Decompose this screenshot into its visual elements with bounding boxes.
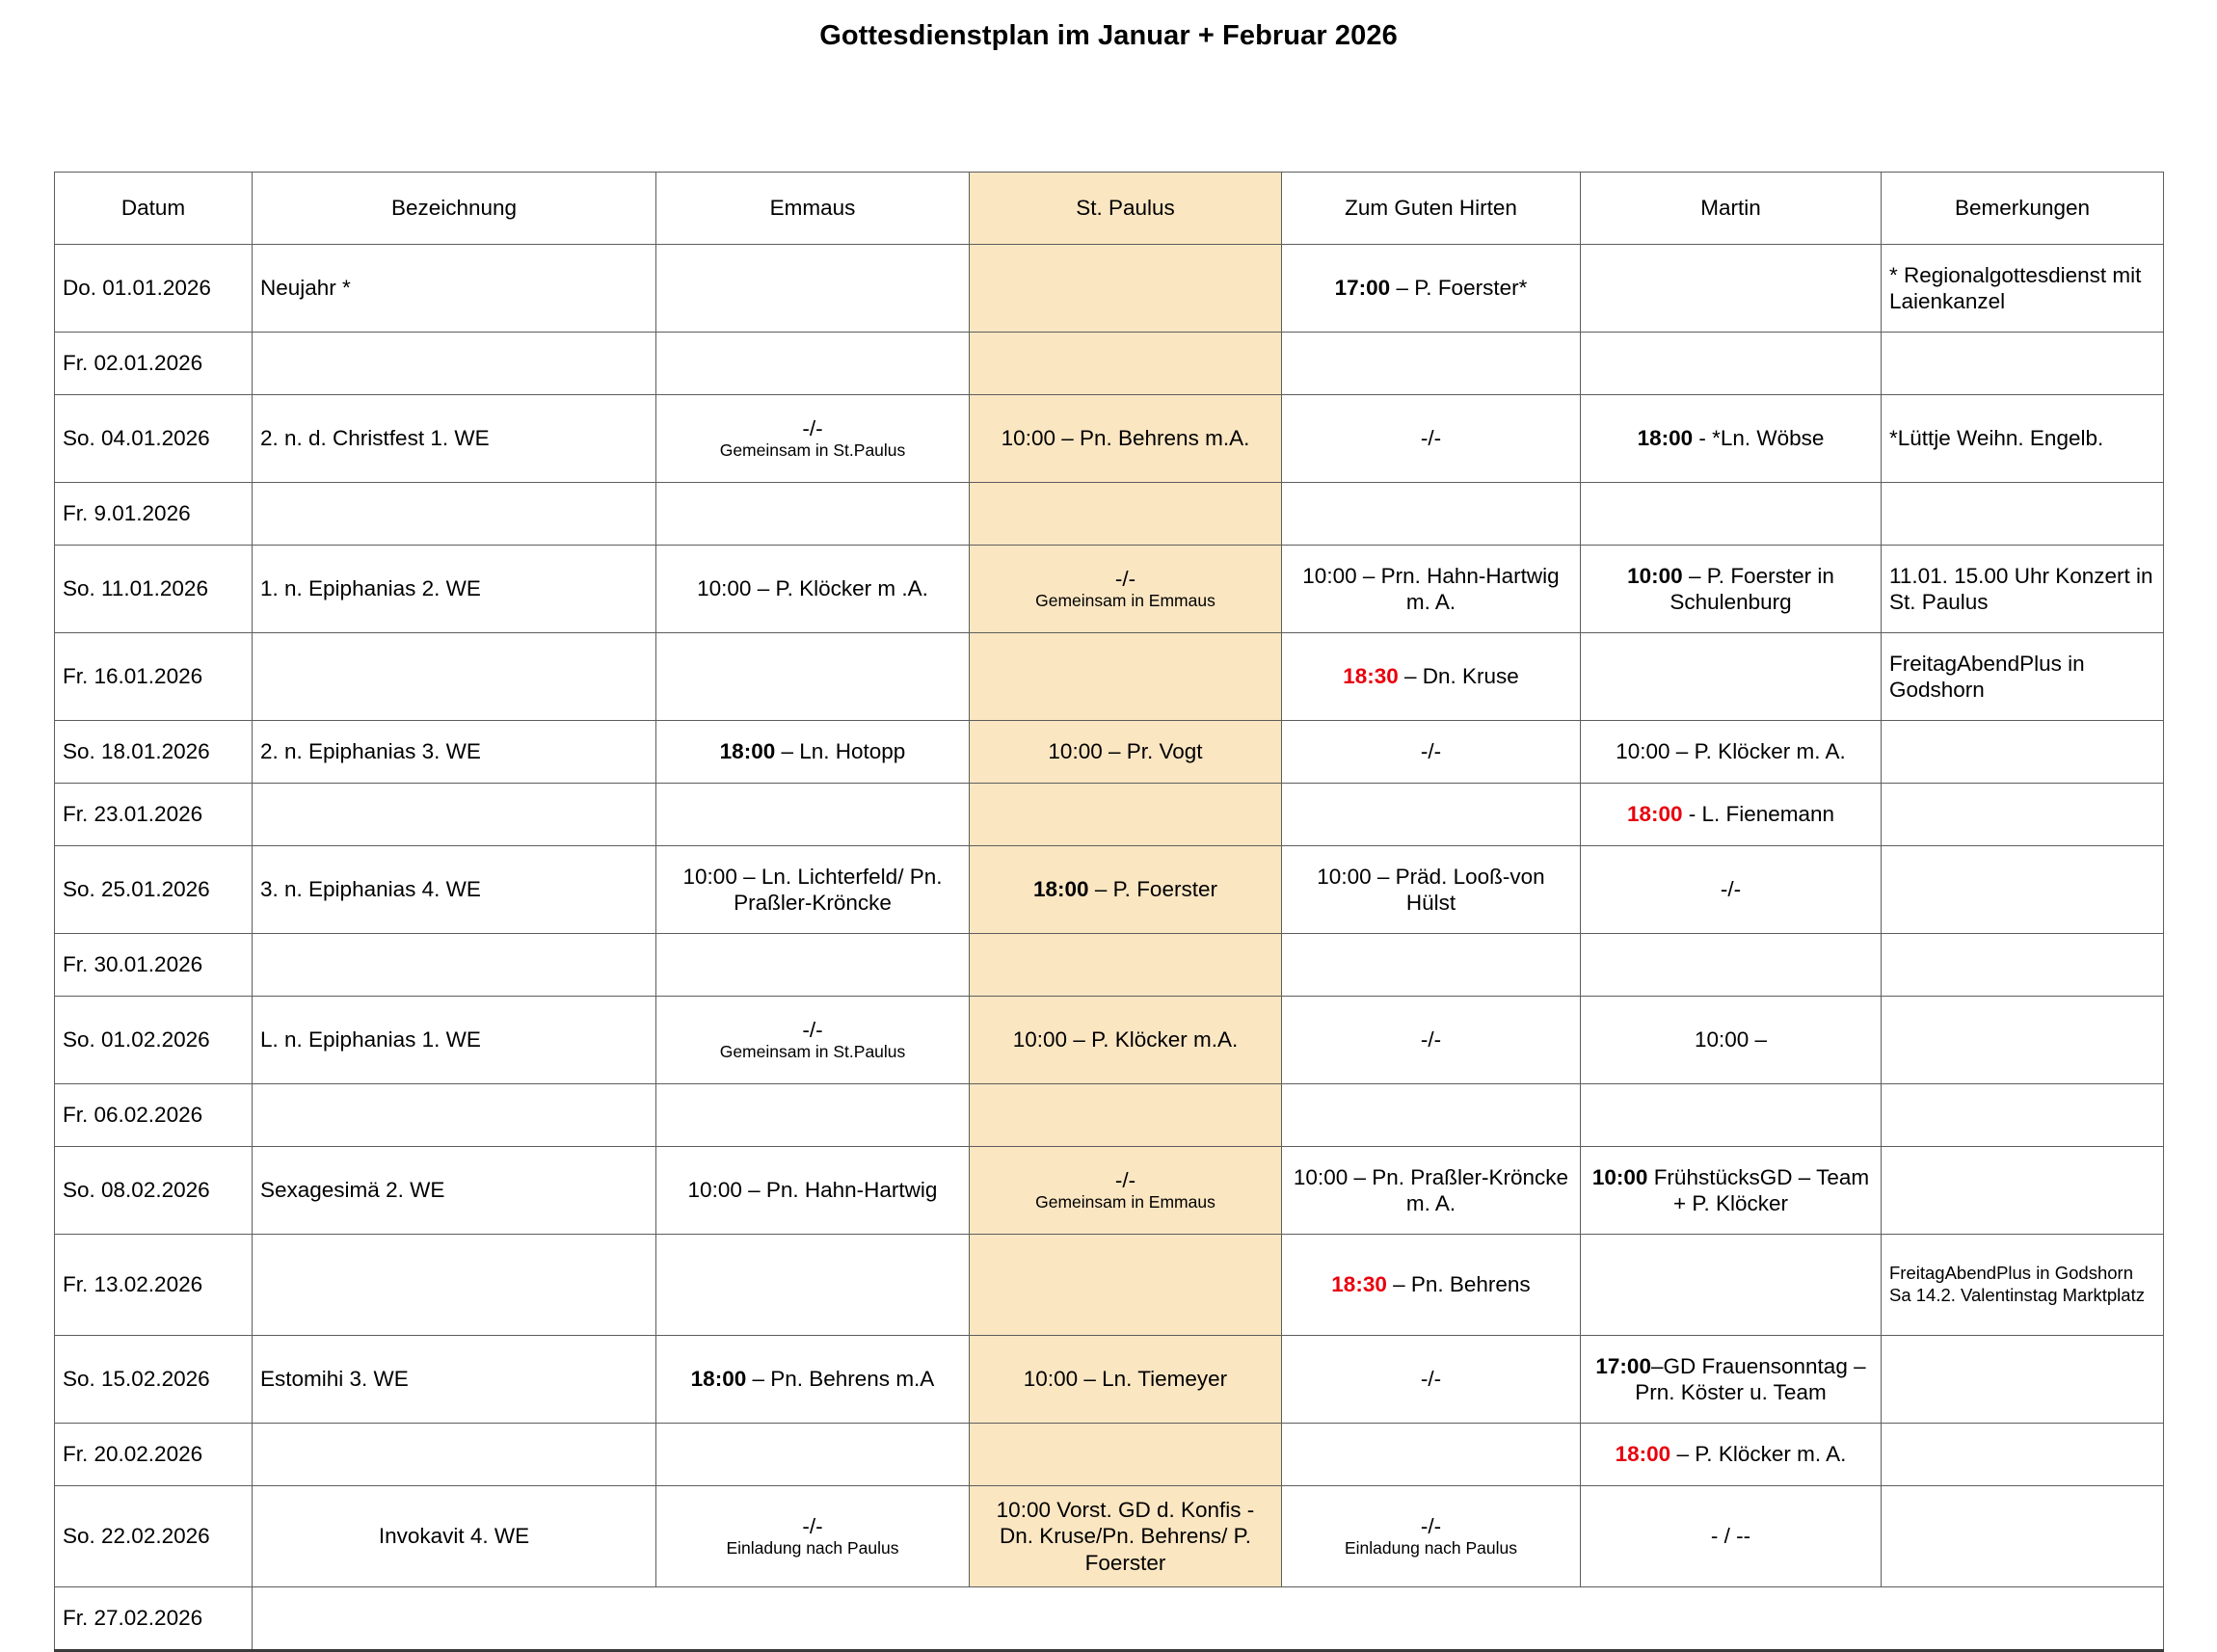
cell-bezeichnung xyxy=(253,1424,656,1486)
cell-emmaus: 10:00 – Ln. Lichterfeld/ Pn. Praßler-Kröncke xyxy=(656,846,970,934)
cell-bemerkungen: * Regionalgottesdienst mit Laienkanzel xyxy=(1882,245,2164,333)
cell-bemerkungen xyxy=(1882,333,2164,395)
cell-bezeichnung: Sexagesimä 2. WE xyxy=(253,1147,656,1235)
cell-bezeichnung: 2. n. Epiphanias 3. WE xyxy=(253,721,656,784)
cell-emmaus xyxy=(656,934,970,997)
table-header xyxy=(55,173,2164,245)
cell-st-paulus xyxy=(970,846,1282,934)
cell-martin: 10:00 – P. Klöcker m. A. xyxy=(1581,721,1882,784)
cell-martin: 10:00 – xyxy=(1581,997,1882,1084)
cell-bezeichnung: 3. n. Epiphanias 4. WE xyxy=(253,846,656,934)
table-row xyxy=(55,784,2164,846)
cell-bezeichnung: 2. n. d. Christfest 1. WE xyxy=(253,395,656,483)
cell-emmaus: -/- Gemeinsam in St.Paulus xyxy=(656,997,970,1084)
column-header-martin: Martin xyxy=(1581,173,1882,245)
cell-emmaus: 10:00 – Pn. Hahn-Hartwig xyxy=(656,1147,970,1235)
service-leader: – Pn. Behrens m.A xyxy=(746,1367,935,1392)
service-time: 17:00 xyxy=(1595,1353,1651,1378)
cell-datum: Fr. 9.01.2026 xyxy=(55,483,253,546)
column-header-bemerkungen: Bemerkungen xyxy=(1882,173,2164,245)
service-time: 18:00 xyxy=(1615,1442,1671,1467)
cell-st-paulus: 10:00 – Pr. Vogt xyxy=(970,721,1282,784)
cell-st-paulus xyxy=(970,483,1282,546)
cell-note: Einladung nach Paulus xyxy=(1344,1537,1518,1558)
cell-note: Gemeinsam in St.Paulus xyxy=(719,1041,906,1061)
cell-bezeichnung: Invokavit 4. WE xyxy=(253,1486,656,1587)
service-time: 18:00 xyxy=(719,739,776,764)
cell-note: Einladung nach Paulus xyxy=(726,1537,899,1558)
table-row xyxy=(55,1147,2164,1235)
cell-emmaus xyxy=(656,483,970,546)
cell-zum-guten-hirten: -/- xyxy=(1282,395,1581,483)
cell-datum: Fr. 02.01.2026 xyxy=(55,333,253,395)
service-time: 10:00 xyxy=(1591,1164,1648,1189)
cell-st-paulus xyxy=(970,333,1282,395)
table-row xyxy=(55,245,2164,333)
table-row xyxy=(55,633,2164,721)
cell-bemerkungen xyxy=(1882,934,2164,997)
service-leader: – Dn. Kruse xyxy=(1398,664,1519,689)
service-leader: – P. Klöcker m. A. xyxy=(1670,1442,1847,1467)
cell-bezeichnung xyxy=(253,1235,656,1336)
table-row xyxy=(55,846,2164,934)
cell-martin xyxy=(1581,245,1882,333)
cell-bemerkungen: 11.01. 15.00 Uhr Konzert in St. Paulus xyxy=(1882,546,2164,633)
cell-emmaus xyxy=(656,784,970,846)
cell-datum: So. 15.02.2026 xyxy=(55,1336,253,1424)
cell-bezeichnung xyxy=(253,1084,656,1147)
cell-bemerkungen xyxy=(1882,1486,2164,1587)
cell-bemerkungen: *Lüttje Weihn. Engelb. xyxy=(1882,395,2164,483)
cell-zum-guten-hirten xyxy=(1282,483,1581,546)
page-title: Gottesdienstplan im Januar + Februar 2026 xyxy=(819,20,1398,51)
table-row xyxy=(55,1336,2164,1424)
cell-zum-guten-hirten xyxy=(1282,333,1581,395)
table-row xyxy=(55,1235,2164,1336)
cell-datum: So. 01.02.2026 xyxy=(55,997,253,1084)
cell-bezeichnung: 1. n. Epiphanias 2. WE xyxy=(253,546,656,633)
cell-emmaus: -/- Einladung nach Paulus xyxy=(656,1486,970,1587)
service-time: 18:00 xyxy=(1637,426,1694,451)
cell-st-paulus xyxy=(970,934,1282,997)
column-header-zum-guten-hirten: Zum Guten Hirten xyxy=(1282,173,1581,245)
cell-emmaus: 10:00 – P. Klöcker m .A. xyxy=(656,546,970,633)
service-leader: - *Ln. Wöbse xyxy=(1693,426,1825,451)
service-leader: FrühstücksGD – Team + P. Klöcker xyxy=(1647,1164,1870,1215)
cell-bemerkungen xyxy=(1882,1424,2164,1486)
service-time: 18:00 xyxy=(690,1367,747,1392)
cell-martin xyxy=(1581,1235,1882,1336)
cell-st-paulus: -/- Gemeinsam in Emmaus xyxy=(970,1147,1282,1235)
table-header-row xyxy=(55,173,2164,245)
cell-datum: So. 22.02.2026 xyxy=(55,1486,253,1587)
cell-datum: So. 18.01.2026 xyxy=(55,721,253,784)
cell-emmaus: -/- Gemeinsam in St.Paulus xyxy=(656,395,970,483)
cell-bezeichnung: Neujahr * xyxy=(253,245,656,333)
cell-datum: Fr. 13.02.2026 xyxy=(55,1235,253,1336)
cell-bemerkungen xyxy=(1882,483,2164,546)
cell-st-paulus xyxy=(970,1084,1282,1147)
table-row xyxy=(55,934,2164,997)
service-schedule-table xyxy=(54,172,2164,1652)
cell-bezeichnung xyxy=(253,483,656,546)
cell-emmaus xyxy=(656,333,970,395)
cell-zum-guten-hirten xyxy=(1282,934,1581,997)
cell-martin xyxy=(1581,784,1882,846)
cell-bemerkungen xyxy=(1882,1336,2164,1424)
cell-bezeichnung xyxy=(253,633,656,721)
cell-st-paulus: 10:00 – Ln. Tiemeyer xyxy=(970,1336,1282,1424)
service-leader: –GD Frauensonntag – Prn. Köster u. Team xyxy=(1635,1353,1866,1404)
cell-zum-guten-hirten: 10:00 – Präd. Looß-von Hülst xyxy=(1282,846,1581,934)
cell-datum: So. 11.01.2026 xyxy=(55,546,253,633)
table-row xyxy=(55,997,2164,1084)
service-leader: – P. Foerster* xyxy=(1390,276,1528,301)
cell-zum-guten-hirten: -/- xyxy=(1282,1336,1581,1424)
cell-martin xyxy=(1581,1084,1882,1147)
cell-zum-guten-hirten xyxy=(1282,784,1581,846)
cell-st-paulus xyxy=(970,1424,1282,1486)
service-time: 18:00 xyxy=(1626,802,1683,827)
cell-martin xyxy=(1581,934,1882,997)
cell-merged-empty xyxy=(253,1587,2164,1651)
column-header-st-paulus: St. Paulus xyxy=(970,173,1282,245)
cell-st-paulus: -/- Gemeinsam in Emmaus xyxy=(970,546,1282,633)
cell-emmaus xyxy=(656,1235,970,1336)
cell-bemerkungen: FreitagAbendPlus in Godshorn Sa 14.2. Valentinstag Marktplatz xyxy=(1882,1235,2164,1336)
cell-zum-guten-hirten xyxy=(1282,633,1581,721)
column-header-emmaus: Emmaus xyxy=(656,173,970,245)
table-body xyxy=(55,245,2164,1651)
cell-bezeichnung xyxy=(253,784,656,846)
service-time: 18:00 xyxy=(1033,877,1089,902)
cell-note: Gemeinsam in St.Paulus xyxy=(719,440,906,460)
table-row xyxy=(55,546,2164,633)
cell-bemerkungen xyxy=(1882,846,2164,934)
cell-datum: Fr. 16.01.2026 xyxy=(55,633,253,721)
cell-emmaus xyxy=(656,633,970,721)
cell-note: Gemeinsam in Emmaus xyxy=(1035,1191,1215,1212)
schedule-table-wrapper xyxy=(54,172,2163,1652)
cell-st-paulus: 10:00 Vorst. GD d. Konfis - Dn. Kruse/Pn. Behrens/ P. Foerster xyxy=(970,1486,1282,1587)
cell-note: Gemeinsam in Emmaus xyxy=(1035,590,1215,610)
cell-martin xyxy=(1581,546,1882,633)
cell-martin xyxy=(1581,395,1882,483)
cell-datum: Fr. 20.02.2026 xyxy=(55,1424,253,1486)
cell-martin xyxy=(1581,483,1882,546)
service-leader: – Pn. Behrens xyxy=(1386,1272,1531,1297)
cell-bemerkungen xyxy=(1882,1084,2164,1147)
cell-zum-guten-hirten: 10:00 – Pn. Praßler-Kröncke m. A. xyxy=(1282,1147,1581,1235)
cell-martin xyxy=(1581,1424,1882,1486)
cell-zum-guten-hirten xyxy=(1282,245,1581,333)
service-leader: – Ln. Hotopp xyxy=(775,739,906,764)
cell-bemerkungen: FreitagAbendPlus in Godshorn xyxy=(1882,633,2164,721)
table-row xyxy=(55,721,2164,784)
cell-emmaus xyxy=(656,1336,970,1424)
cell-emmaus xyxy=(656,245,970,333)
cell-bemerkungen xyxy=(1882,784,2164,846)
cell-st-paulus: 10:00 – P. Klöcker m.A. xyxy=(970,997,1282,1084)
cell-zum-guten-hirten: -/- xyxy=(1282,721,1581,784)
cell-bezeichnung: L. n. Epiphanias 1. WE xyxy=(253,997,656,1084)
cell-datum: So. 08.02.2026 xyxy=(55,1147,253,1235)
cell-datum: Fr. 27.02.2026 xyxy=(55,1587,253,1651)
cell-emmaus xyxy=(656,1084,970,1147)
table-row xyxy=(55,333,2164,395)
cell-martin xyxy=(1581,1336,1882,1424)
cell-zum-guten-hirten: -/- xyxy=(1282,997,1581,1084)
cell-zum-guten-hirten: -/- Einladung nach Paulus xyxy=(1282,1486,1581,1587)
service-time: 18:30 xyxy=(1343,664,1399,689)
cell-datum: Fr. 06.02.2026 xyxy=(55,1084,253,1147)
cell-bemerkungen xyxy=(1882,997,2164,1084)
cell-zum-guten-hirten xyxy=(1282,1084,1581,1147)
service-time: 17:00 xyxy=(1334,276,1391,301)
cell-bezeichnung: Estomihi 3. WE xyxy=(253,1336,656,1424)
cell-zum-guten-hirten: 10:00 – Prn. Hahn-Hartwig m. A. xyxy=(1282,546,1581,633)
cell-datum: Do. 01.01.2026 xyxy=(55,245,253,333)
cell-bezeichnung xyxy=(253,333,656,395)
cell-st-paulus: 10:00 – Pn. Behrens m.A. xyxy=(970,395,1282,483)
cell-emmaus xyxy=(656,1424,970,1486)
service-time: 18:30 xyxy=(1331,1272,1387,1297)
cell-martin: - / -- xyxy=(1581,1486,1882,1587)
cell-st-paulus xyxy=(970,784,1282,846)
cell-datum: So. 04.01.2026 xyxy=(55,395,253,483)
cell-datum: So. 25.01.2026 xyxy=(55,846,253,934)
column-header-bezeichnung: Bezeichnung xyxy=(253,173,656,245)
cell-datum: Fr. 23.01.2026 xyxy=(55,784,253,846)
cell-martin xyxy=(1581,1147,1882,1235)
service-time: 10:00 xyxy=(1627,563,1683,588)
cell-emmaus xyxy=(656,721,970,784)
table-row xyxy=(55,1587,2164,1651)
cell-zum-guten-hirten xyxy=(1282,1235,1581,1336)
cell-bemerkungen xyxy=(1882,1147,2164,1235)
service-leader: - L. Fienemann xyxy=(1682,802,1835,827)
cell-zum-guten-hirten xyxy=(1282,1424,1581,1486)
cell-martin xyxy=(1581,633,1882,721)
table-row xyxy=(55,1424,2164,1486)
table-row xyxy=(55,1486,2164,1587)
cell-st-paulus xyxy=(970,1235,1282,1336)
cell-bemerkungen xyxy=(1882,721,2164,784)
cell-st-paulus xyxy=(970,633,1282,721)
service-leader: – P. Foerster xyxy=(1088,877,1217,902)
cell-bezeichnung xyxy=(253,934,656,997)
table-row xyxy=(55,483,2164,546)
service-leader: – P. Foerster in Schulenburg xyxy=(1669,563,1834,614)
cell-martin xyxy=(1581,333,1882,395)
column-header-datum: Datum xyxy=(55,173,253,245)
table-row xyxy=(55,395,2164,483)
cell-datum: Fr. 30.01.2026 xyxy=(55,934,253,997)
cell-martin: -/- xyxy=(1581,846,1882,934)
table-row xyxy=(55,1084,2164,1147)
cell-st-paulus xyxy=(970,245,1282,333)
